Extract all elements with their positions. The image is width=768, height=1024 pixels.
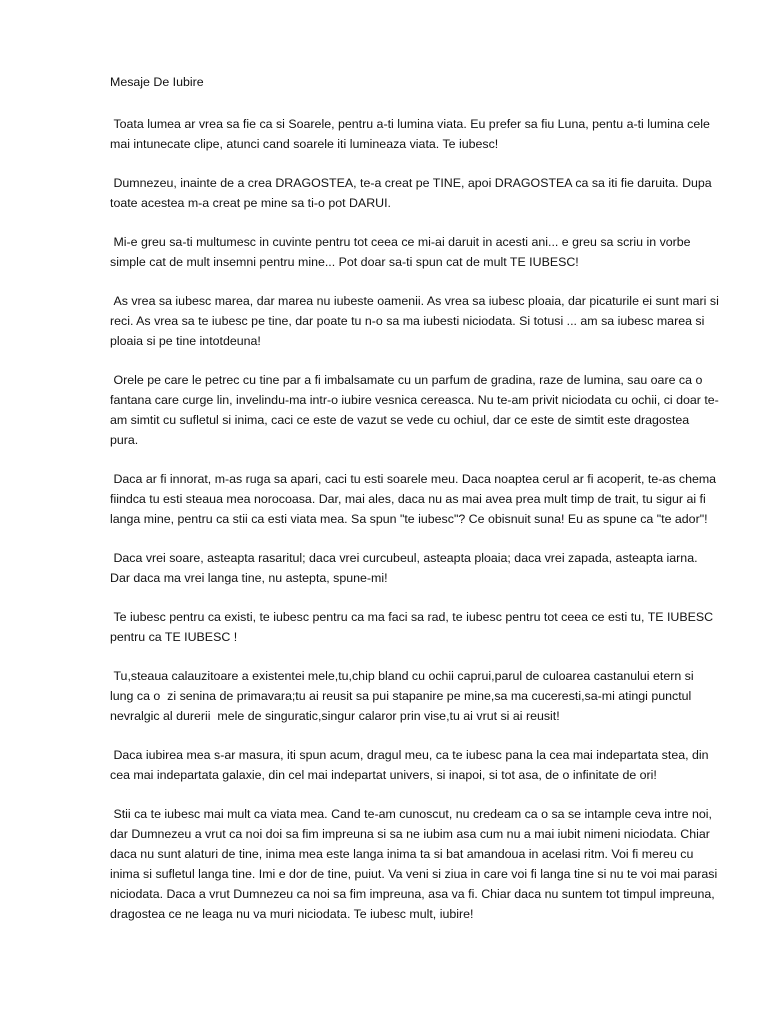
paragraph-9: Tu,steaua calauzitoare a existentei mele,tu,chip bland cu ochii caprui,parul de culoarea castanului etern si lung ca o zi senina de primavara;tu ai reusit sa pui stapanire pe mine,sa ma cuceresti,sa-mi atingi punctul nevralgic al durerii mele de singuratic,singur calaror prin vise,tu ai vrut si ai reusit! xyxy=(110,669,698,723)
paragraph-10: Daca iubirea mea s-ar masura, iti spun acum, dragul meu, ca te iubesc pana la cea mai indepartata stea, din cea mai indepartata galaxie, din cel mai indepartat univers, si inapoi, si tot asa, de o infinitate de ori! xyxy=(110,748,712,782)
paragraph-6: Daca ar fi innorat, m-as ruga sa apari, caci tu esti soarele meu. Daca noaptea cerul ar fi acoperit, te-as chema fiindca tu esti steaua mea norocoasa. Dar, mai ales, daca nu as mai avea prea mult timp de trait, tu sigur ai fi langa mine, pentru ca stii ca esti viata mea. Sa spun "te iubesc"? Ce obisnuit suna! Eu as spune ca "te ador"! xyxy=(110,472,720,526)
paragraph-2: Dumnezeu, inainte de a crea DRAGOSTEA, te-a creat pe TINE, apoi DRAGOSTEA ca sa iti fie daruita. Dupa toate acestea m-a creat pe mine sa ti-o pot DARUI. xyxy=(110,176,716,210)
paragraph-11: Stii ca te iubesc mai mult ca viata mea. Cand te-am cunoscut, nu credeam ca o sa se intample ceva intre noi, dar Dumnezeu a vrut ca noi doi sa fim impreuna si sa ne iubim asa cum nu a mai iubit nimeni niciodata. Chiar daca nu sunt alaturi de tine, inima mea este langa inima ta si bat amandoua in acelasi ritm. Voi fi mereu cu inima si sufletul langa tine. Imi e dor de tine, puiut. Va veni si ziua in care voi fi langa tine si nu te voi mai parasi niciodata. Daca a vrut Dumnezeu ca noi sa fim impreuna, asa va fi. Chiar daca nu suntem tot timpul impreuna, dragostea ce ne leaga nu va muri niciodata. Te iubesc mult, iubire! xyxy=(110,807,721,921)
document-title: Mesaje De Iubire xyxy=(110,75,204,89)
paragraph-1: Toata lumea ar vrea sa fie ca si Soarele, pentru a-ti lumina viata. Eu prefer sa fiu Luna, pentu a-ti lumina cele mai intunecate clipe, atunci cand soarele iti lumineaza viata. Te iubesc! xyxy=(110,117,714,151)
paragraph-3: Mi-e greu sa-ti multumesc in cuvinte pentru tot ceea ce mi-ai daruit in acesti ani... e greu sa scriu in vorbe simple cat de mult insemni pentru mine... Pot doar sa-ti spun cat de mult TE IUBESC! xyxy=(110,235,695,269)
paragraph-4: As vrea sa iubesc marea, dar marea nu iubeste oamenii. As vrea sa iubesc ploaia, dar picaturile ei sunt mari si reci. As vrea sa te iubesc pe tine, dar poate tu n-o sa ma iubesti niciodata. Si totusi ... am sa iubesc marea si ploaia si pe tine intotdeuna! xyxy=(110,294,723,348)
paragraph-7: Daca vrei soare, asteapta rasaritul; daca vrei curcubeul, asteapta ploaia; daca vrei zapada, asteapta iarna. Dar daca ma vrei langa tine, nu astepta, spune-mi! xyxy=(110,551,701,585)
document-body xyxy=(110,72,723,943)
paragraph-8: Te iubesc pentru ca existi, te iubesc pentru ca ma faci sa rad, te iubesc pentru tot ceea ce esti tu, TE IUBESC pentru ca TE IUBESC ! xyxy=(110,610,717,644)
paragraph-5: Orele pe care le petrec cu tine par a fi imbalsamate cu un parfum de gradina, raze de lumina, sau oare ca o fantana care curge lin, invelindu-ma intr-o iubire vesnica cereasca. Nu te-am privit niciodata cu ochii, ci doar te-am simtit cu sufletul si inima, caci ce este de vazut se vede cu ochiul, dar ce este de simtit este dragostea pura. xyxy=(110,373,719,447)
